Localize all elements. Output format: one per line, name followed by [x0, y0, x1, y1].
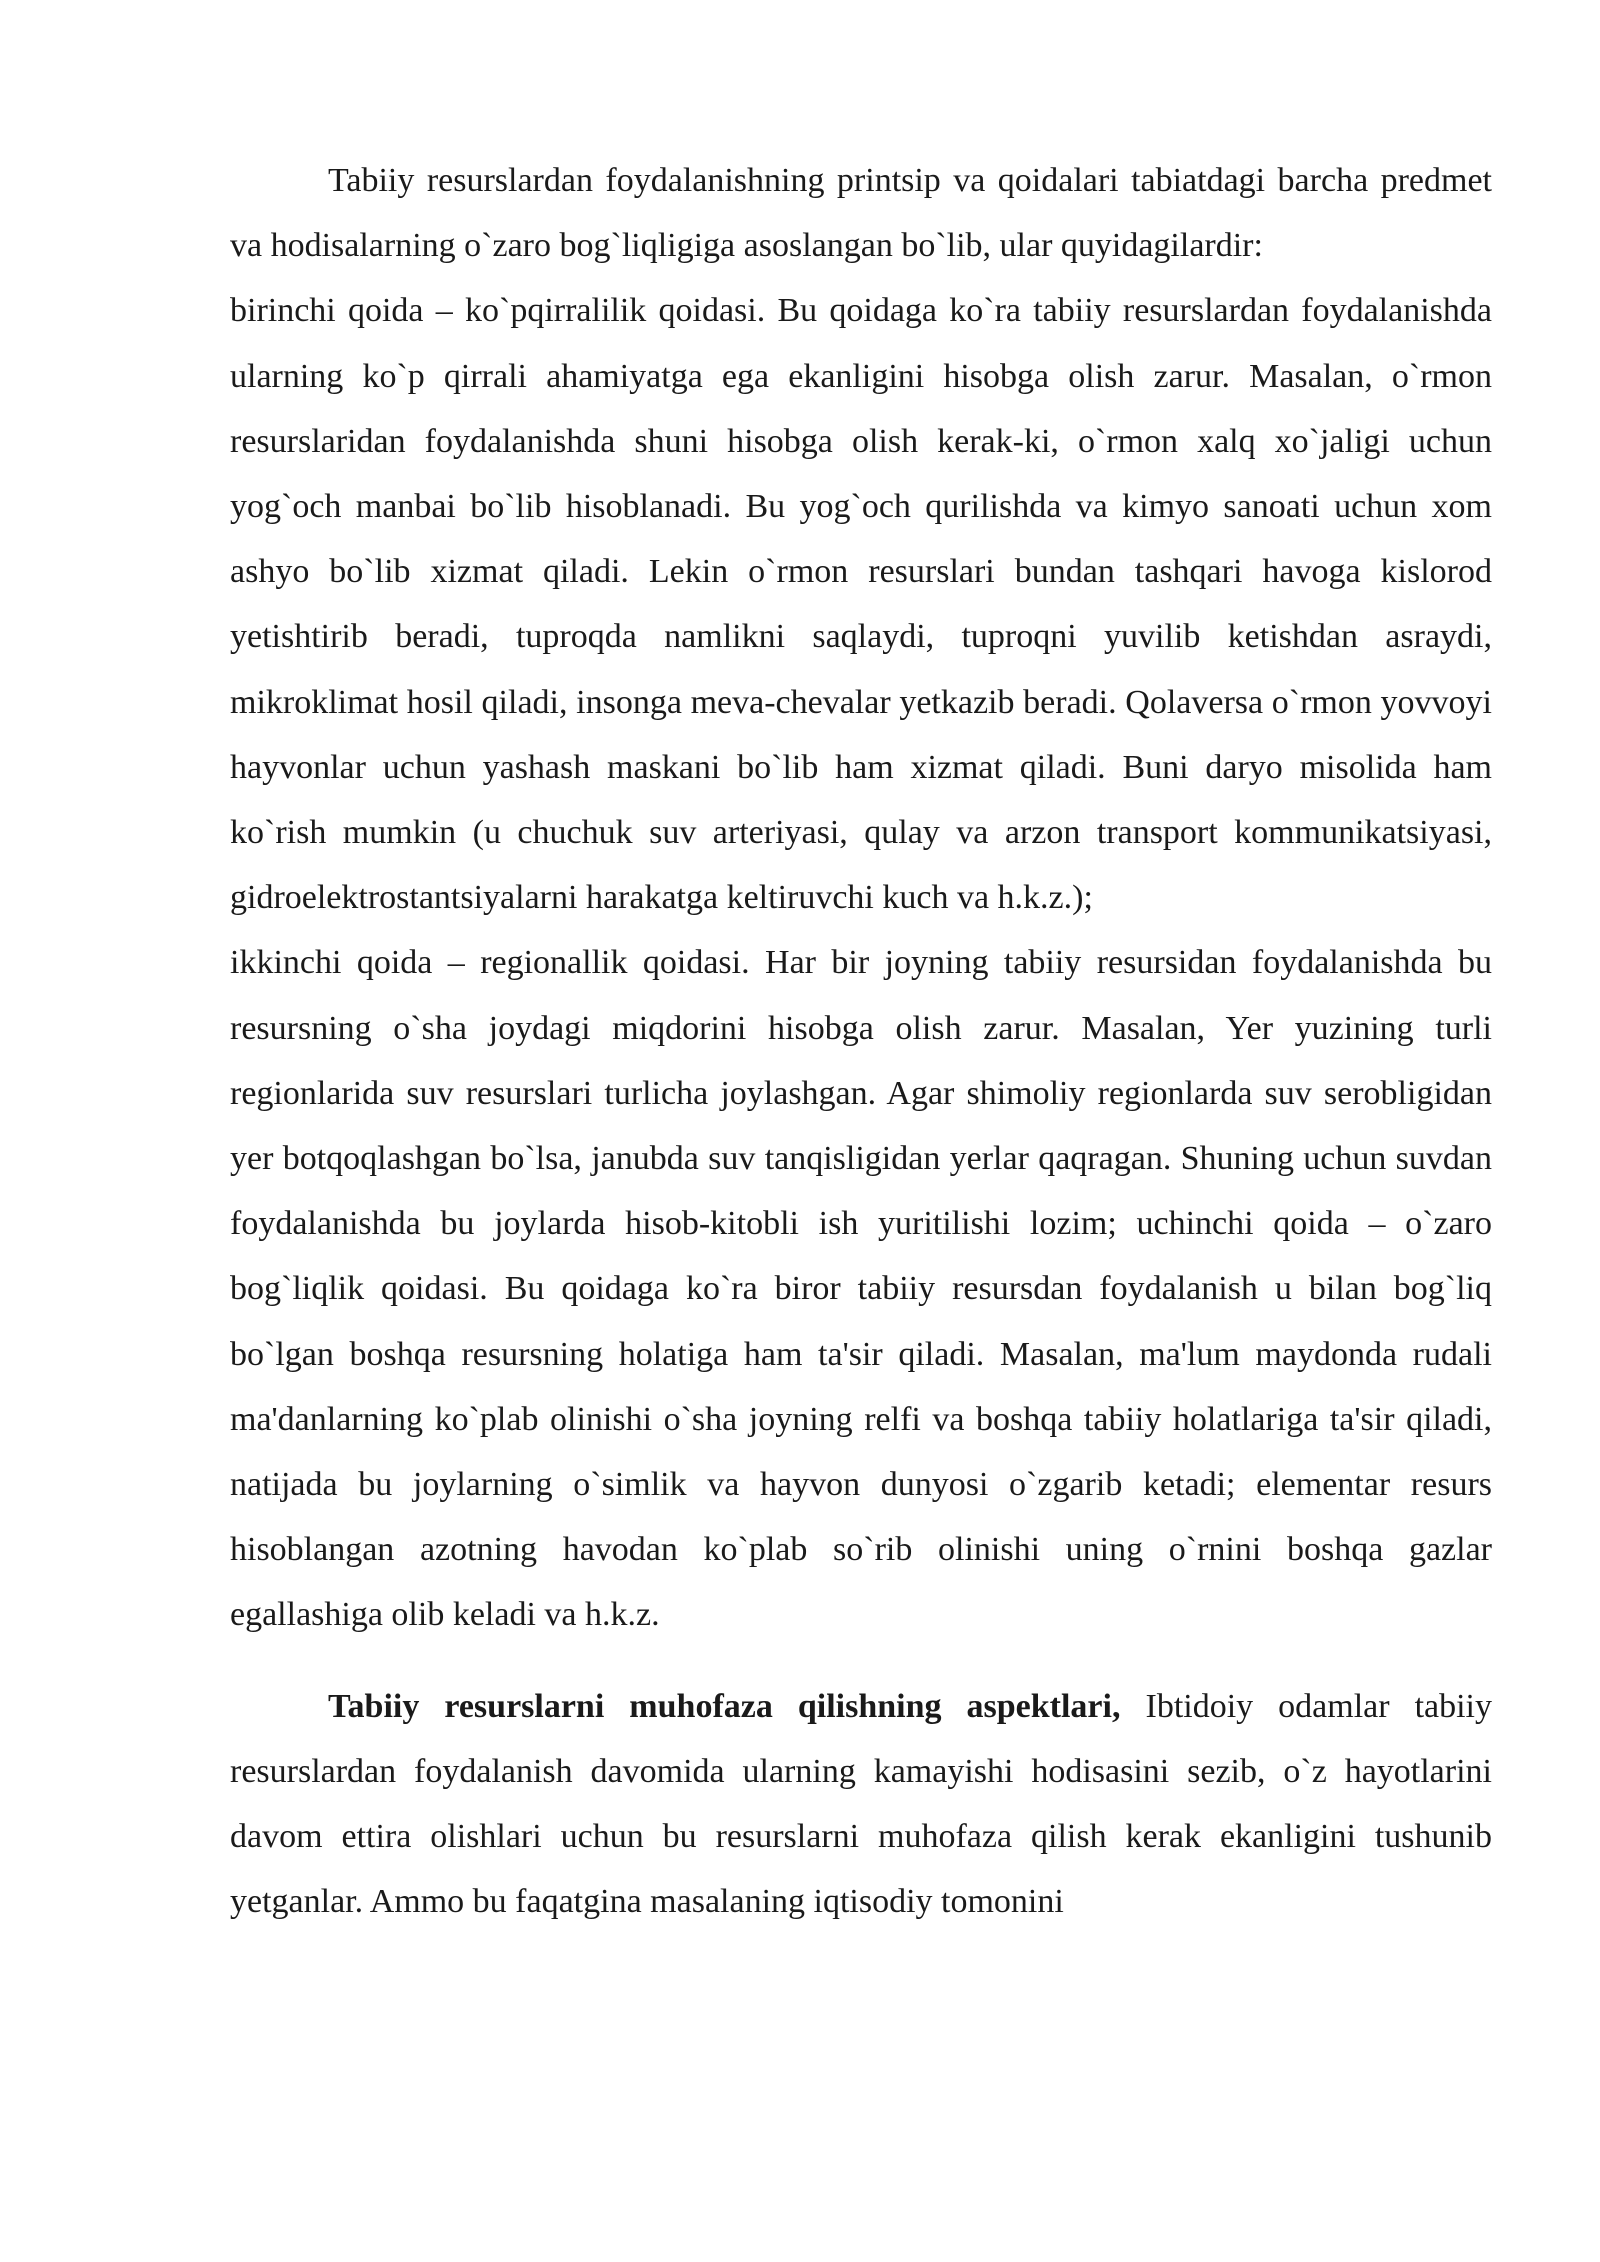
protection-aspects-paragraph — [230, 1674, 1492, 1935]
document-body — [230, 148, 1492, 1934]
first-rule-paragraph: birinchi qoida – ko`pqirralilik qoidasi. Bu qoidaga ko`ra tabiiy resurslardan foydalanishda ularning ko`p qirrali ahamiyatga ega ekanligini hisobga olish zarur. Masalan, o`rmon resurslaridan foydalanishda shuni hisobga olish kerak-ki, o`rmon xalq xo`jaligi uchun yog`och manbai bo`lib hisoblanadi. Bu yog`och qurilishda va kimyo sanoati uchun xom ashyo bo`lib xizmat qiladi. Lekin o`rmon resurslari bundan tashqari havoga kislorod yetishtirib beradi, tuproqda namlikni saqlaydi, tuproqni yuvilib ketishdan asraydi, mikroklimat hosil qiladi, insonga meva-chevalar yetkazib beradi. Qolaversa o`rmon yovvoyi hayvonlar uchun yashash maskani bo`lib ham xizmat qiladi. Buni daryo misolida ham ko`rish mumkin (u chuchuk suv arteriyasi, qulay va arzon transport kommunikatsiyasi, gidroelektrostantsiyalarni harakatga keltiruvchi kuch va h.k.z.); — [230, 292, 1492, 917]
intro-paragraph: Tabiiy resurslardan foydalanishning printsip va qoidalari tabiatdagi barcha predmet va hodisalarning o`zaro bog`liqligiga asoslangan bo`lib, ular quyidagilardir: — [230, 162, 1492, 265]
section-body-text: Ibtidoiy odamlar tabiiy resurslardan foydalanish davomida ularning kamayishi hodisasini sezib, o`z hayotlarini davom ettira olishlari uchun bu resurslarni muhofaza qilish kerak ekanligini tushunib yetganlar. Ammo bu faqatgina masalaning iqtisodiy tomonini — [230, 1687, 1493, 1921]
section-heading: Tabiiy resurslarni muhofaza qilishning aspektlari, — [328, 1687, 1121, 1725]
second-rule-paragraph: ikkinchi qoida – regionallik qoidasi. Har bir joyning tabiiy resursidan foydalanishda bu resursning o`sha joydagi miqdorini hisobga olish zarur. Masalan, Yer yuzining turli regionlarida suv resurslari turlicha joylashgan. Agar shimoliy regionlarda suv serobligidan yer botqoqlashgan bo`lsa, janubda suv tanqisligidan yerlar qaqragan. Shuning uchun suvdan foydalanishda bu joylarda hisob-kitobli ish yuritilishi lozim; uchinchi qoida – o`zaro bog`liqlik qoidasi. Bu qoidaga ko`ra biror tabiiy resursdan foydalanish u bilan bog`liq bo`lgan boshqa resursning holatiga ham ta'sir qiladi. Masalan, ma'lum maydonda rudali ma'danlarning ko`plab olinishi o`sha joyning relfi va boshqa tabiiy holatlariga ta'sir qiladi, natijada bu joylarning o`simlik va hayvon dunyosi o`zgarib ketadi; elementar resurs hisoblangan azotning havodan ko`plab so`rib olinishi uning o`rnini boshqa gazlar egallashiga olib keladi va h.k.z. — [230, 944, 1492, 1634]
